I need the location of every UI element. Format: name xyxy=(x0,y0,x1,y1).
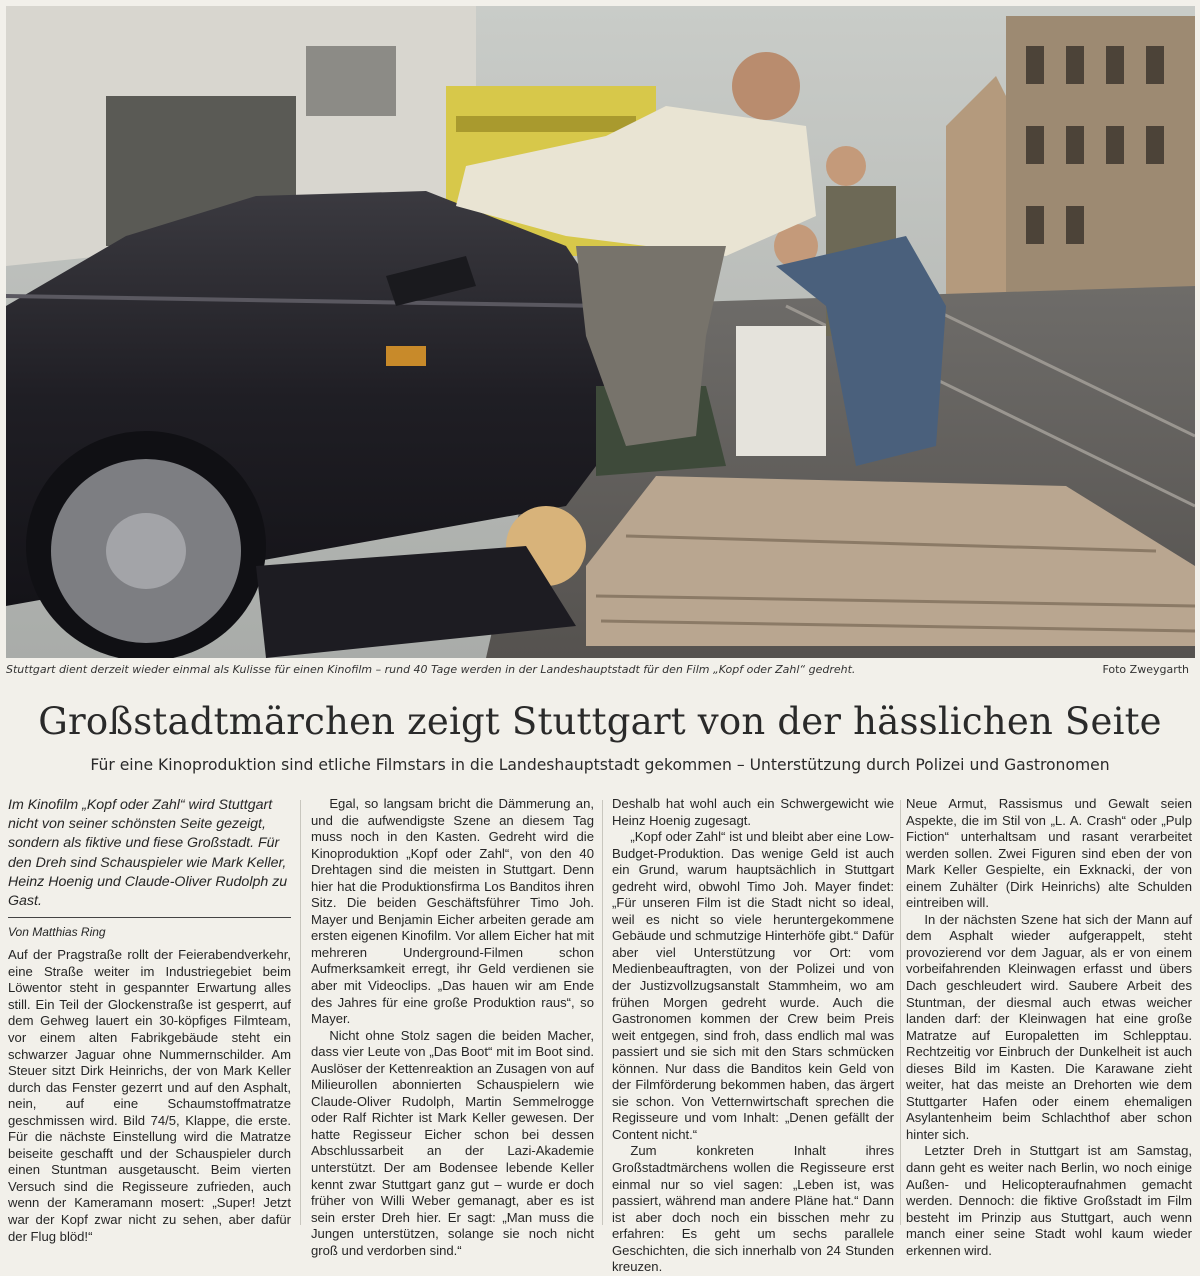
body-paragraph: Zum konkreten Inhalt ihres Großstadtmärchens wollen die Regisseure erst einmal nur so viel sagen: „Leben ist, was passiert, während man andere Pläne hat.“ Dann ist aber doch noch ein bisschen mehr zu erfahren: Es geht um sechs parallele Geschichten, die sich innerhalb von 24 Stunden kreuzen. xyxy=(612,1143,894,1275)
article-column-2 xyxy=(311,796,594,1259)
subheadline: Für eine Kinoproduktion sind etliche Filmstars in die Landeshauptstadt gekommen – Unterstützung durch Polizei und Gastronomen xyxy=(90,756,1110,774)
photo-caption xyxy=(6,663,1195,681)
caption-text: Stuttgart dient derzeit wieder einmal als Kulisse für einen Kinofilm – rund 40 Tage werden in der Landeshauptstadt für den Film „Kopf oder Zahl“ gedreht. xyxy=(6,663,856,676)
article-photo xyxy=(6,6,1195,658)
body-paragraph: In der nächsten Szene hat sich der Mann auf dem Asphalt wieder aufgerappelt, steht provozierend vor dem Jaguar, als er von einem vorbeifahrenden Kleinwagen erfasst und übers Dach geschleudert wird. Saubere Arbeit des Stuntman, der diesmal auch etwas weicher landen darf: der Kleinwagen hat eine große Matratze auf Europaletten im Schlepptau. Rechtzeitig vor Einbruch der Dunkelheit ist auch dieses Bild im Kasten. Die Karawane zieht weiter, hat das meiste an Drehorten wie dem Stuttgarter Hafen oder einem ehemaligen Asylantenheim beim Schlachthof aber schon hinter sich. xyxy=(906,911,1192,1142)
lead-rule xyxy=(8,917,291,918)
article-column-4 xyxy=(906,796,1192,1259)
article-column-1 xyxy=(8,796,291,1245)
column-divider xyxy=(602,800,603,1225)
photo-credit: Foto Zweygarth xyxy=(1102,663,1189,676)
body-paragraph: Nicht ohne Stolz sagen die beiden Macher, dass vier Leute von „Das Boot“ mit im Boot sind. Auslöser der Kettenreaktion an Zusagen von auf Milieurollen abonnierten Schauspielern wie Claude-Oliver Rudolph, Martin Semmelrogge oder Ralf Richter ist Mark Keller gewesen. Der hatte Regisseur Eicher schon bei dessen Abschlussarbeit an der Lazi-Akademie unterstützt. Der am Bodensee lebende Keller kennt zwar Stuttgart ganz gut – wurde er doch früher von Willi Weber gemanagt, aber es ist sein erster Dreh hier. Er sagt: „Man muss die Jungen unterstützen, solange sie noch nicht groß und verdorben sind.“ xyxy=(311,1027,594,1258)
body-paragraph: Auf der Pragstraße rollt der Feierabendverkehr, eine Straße weiter im Industriegebiet beim Löwentor steht in gespannter Erwartung alles still. Ein Teil der Glockenstraße ist gesperrt, auf dem Gehweg lauert ein 30-köpfiges Filmteam, vor einem alten Fabrikgebäude steht ein schwarzer Jaguar ohne Nummernschilder. Am Steuer sitzt Dirk Heinrichs, der von Mark Keller durch das Fenster gezerrt und auf den Asphalt, nein, auf eine Schaumstoffmatratze geschmissen wird. Bild 74/5, Klappe, die erste. Für die nächste Einstellung wird die Matratze beiseite geschafft und der Schauspieler durch einen Stuntman ausgetauscht. Beim vierten Versuch sind die Regisseure zufrieden, auch wenn der Kameramann mosert: „Super! Jetzt war der Kopf zwar nicht zu sehen, aber dafür der Flug blöd!“ xyxy=(8,947,291,1244)
body-paragraph: Deshalb hat wohl auch ein Schwergewicht wie Heinz Hoenig zugesagt. xyxy=(612,796,894,828)
lead-paragraph: Im Kinofilm „Kopf oder Zahl“ wird Stuttgart nicht von seiner schönsten Seite gezeigt, sondern als fiktive und fiese Großstadt. Für den Dreh sind Schauspieler wie Mark Keller, Heinz Hoenig und Claude-Oliver Rudolph zu Gast. xyxy=(8,797,288,910)
film-set-photo xyxy=(6,6,1195,658)
body-paragraph: Letzter Dreh in Stuttgart ist am Samstag, dann geht es weiter nach Berlin, wo noch einige Außen- und Helicopteraufnahmen gemacht werden. Dennoch: die fiktive Großstadt im Film besteht im Prinzip aus Stuttgart, auch wenn manch einer seine Stadt wohl kaum wieder erkennen wird. xyxy=(906,1143,1192,1258)
body-paragraph: Neue Armut, Rassismus und Gewalt seien Aspekte, die im Stil von „L. A. Crash“ oder „Pulp Fiction“ unterhaltsam und rasant verarbeitet werden sollen. Zwei Figuren sind eben der von Mark Keller Gespielte, ein Exknacki, der von einem Zuhälter (Dirk Heinrichs) alte Schulden eintreiben will. xyxy=(906,796,1192,911)
column-divider xyxy=(900,800,901,1225)
column-divider xyxy=(300,800,301,1225)
byline: Von Matthias Ring xyxy=(8,925,106,940)
body-paragraph: „Kopf oder Zahl“ ist und bleibt aber eine Low-Budget-Produktion. Das wenige Geld ist auch ein Grund, warum hauptsächlich in Stuttgart gedreht wird, obwohl Timo Joh. Mayer findet: „Für unseren Film ist die Stadt nicht so ideal, weil es nicht so viele heruntergekommene Gebäude und schmutzige Hinterhöfe gibt.“ Dafür aber viel Unterstützung vor Ort: vom Medienbeauftragten, von der Polizei und von der Justizvollzugsanstalt Stammheim, wo am frühen Morgen gedreht wurde. Auch die Gastronomen kommen der Crew beim Preis weit entgegen, sind froh, dass endlich mal was passiert und sie sich mit den Stars schmücken können. Nur dass die Banditos kein Geld von der Filmförderung bekommen haben, das ärgert sie schon. Von Vetternwirtschaft sprechen die Regisseure und vom Inhalt: „Denen gefällt der Content nicht.“ xyxy=(612,829,894,1142)
body-paragraph: Egal, so langsam bricht die Dämmerung an, und die aufwendigste Szene an diesem Tag muss noch in den Kasten. Gedreht wird die Kinoproduktion „Kopf oder Zahl“, von den 40 Drehtagen sind die meisten in Stuttgart. Denn hier hat die Produktionsfirma Los Banditos ihren Sitz. Die beiden Geschäftsführer Timo Joh. Mayer und Benjamin Eicher arbeiten gerade am ersten eigenen Kinofilm. Vor allem Eicher hat mit mehreren Underground-Filmen schon Aufmerksamkeit erregt, ihr Geld verdienen sie aber mit Videoclips. „Das hauen wir am Ende des Jahres für eine große Produktion raus“, so Mayer. xyxy=(311,796,594,1027)
article-column-3 xyxy=(612,796,894,1276)
headline: Großstadtmärchen zeigt Stuttgart von der hässlichen Seite xyxy=(38,700,1162,743)
